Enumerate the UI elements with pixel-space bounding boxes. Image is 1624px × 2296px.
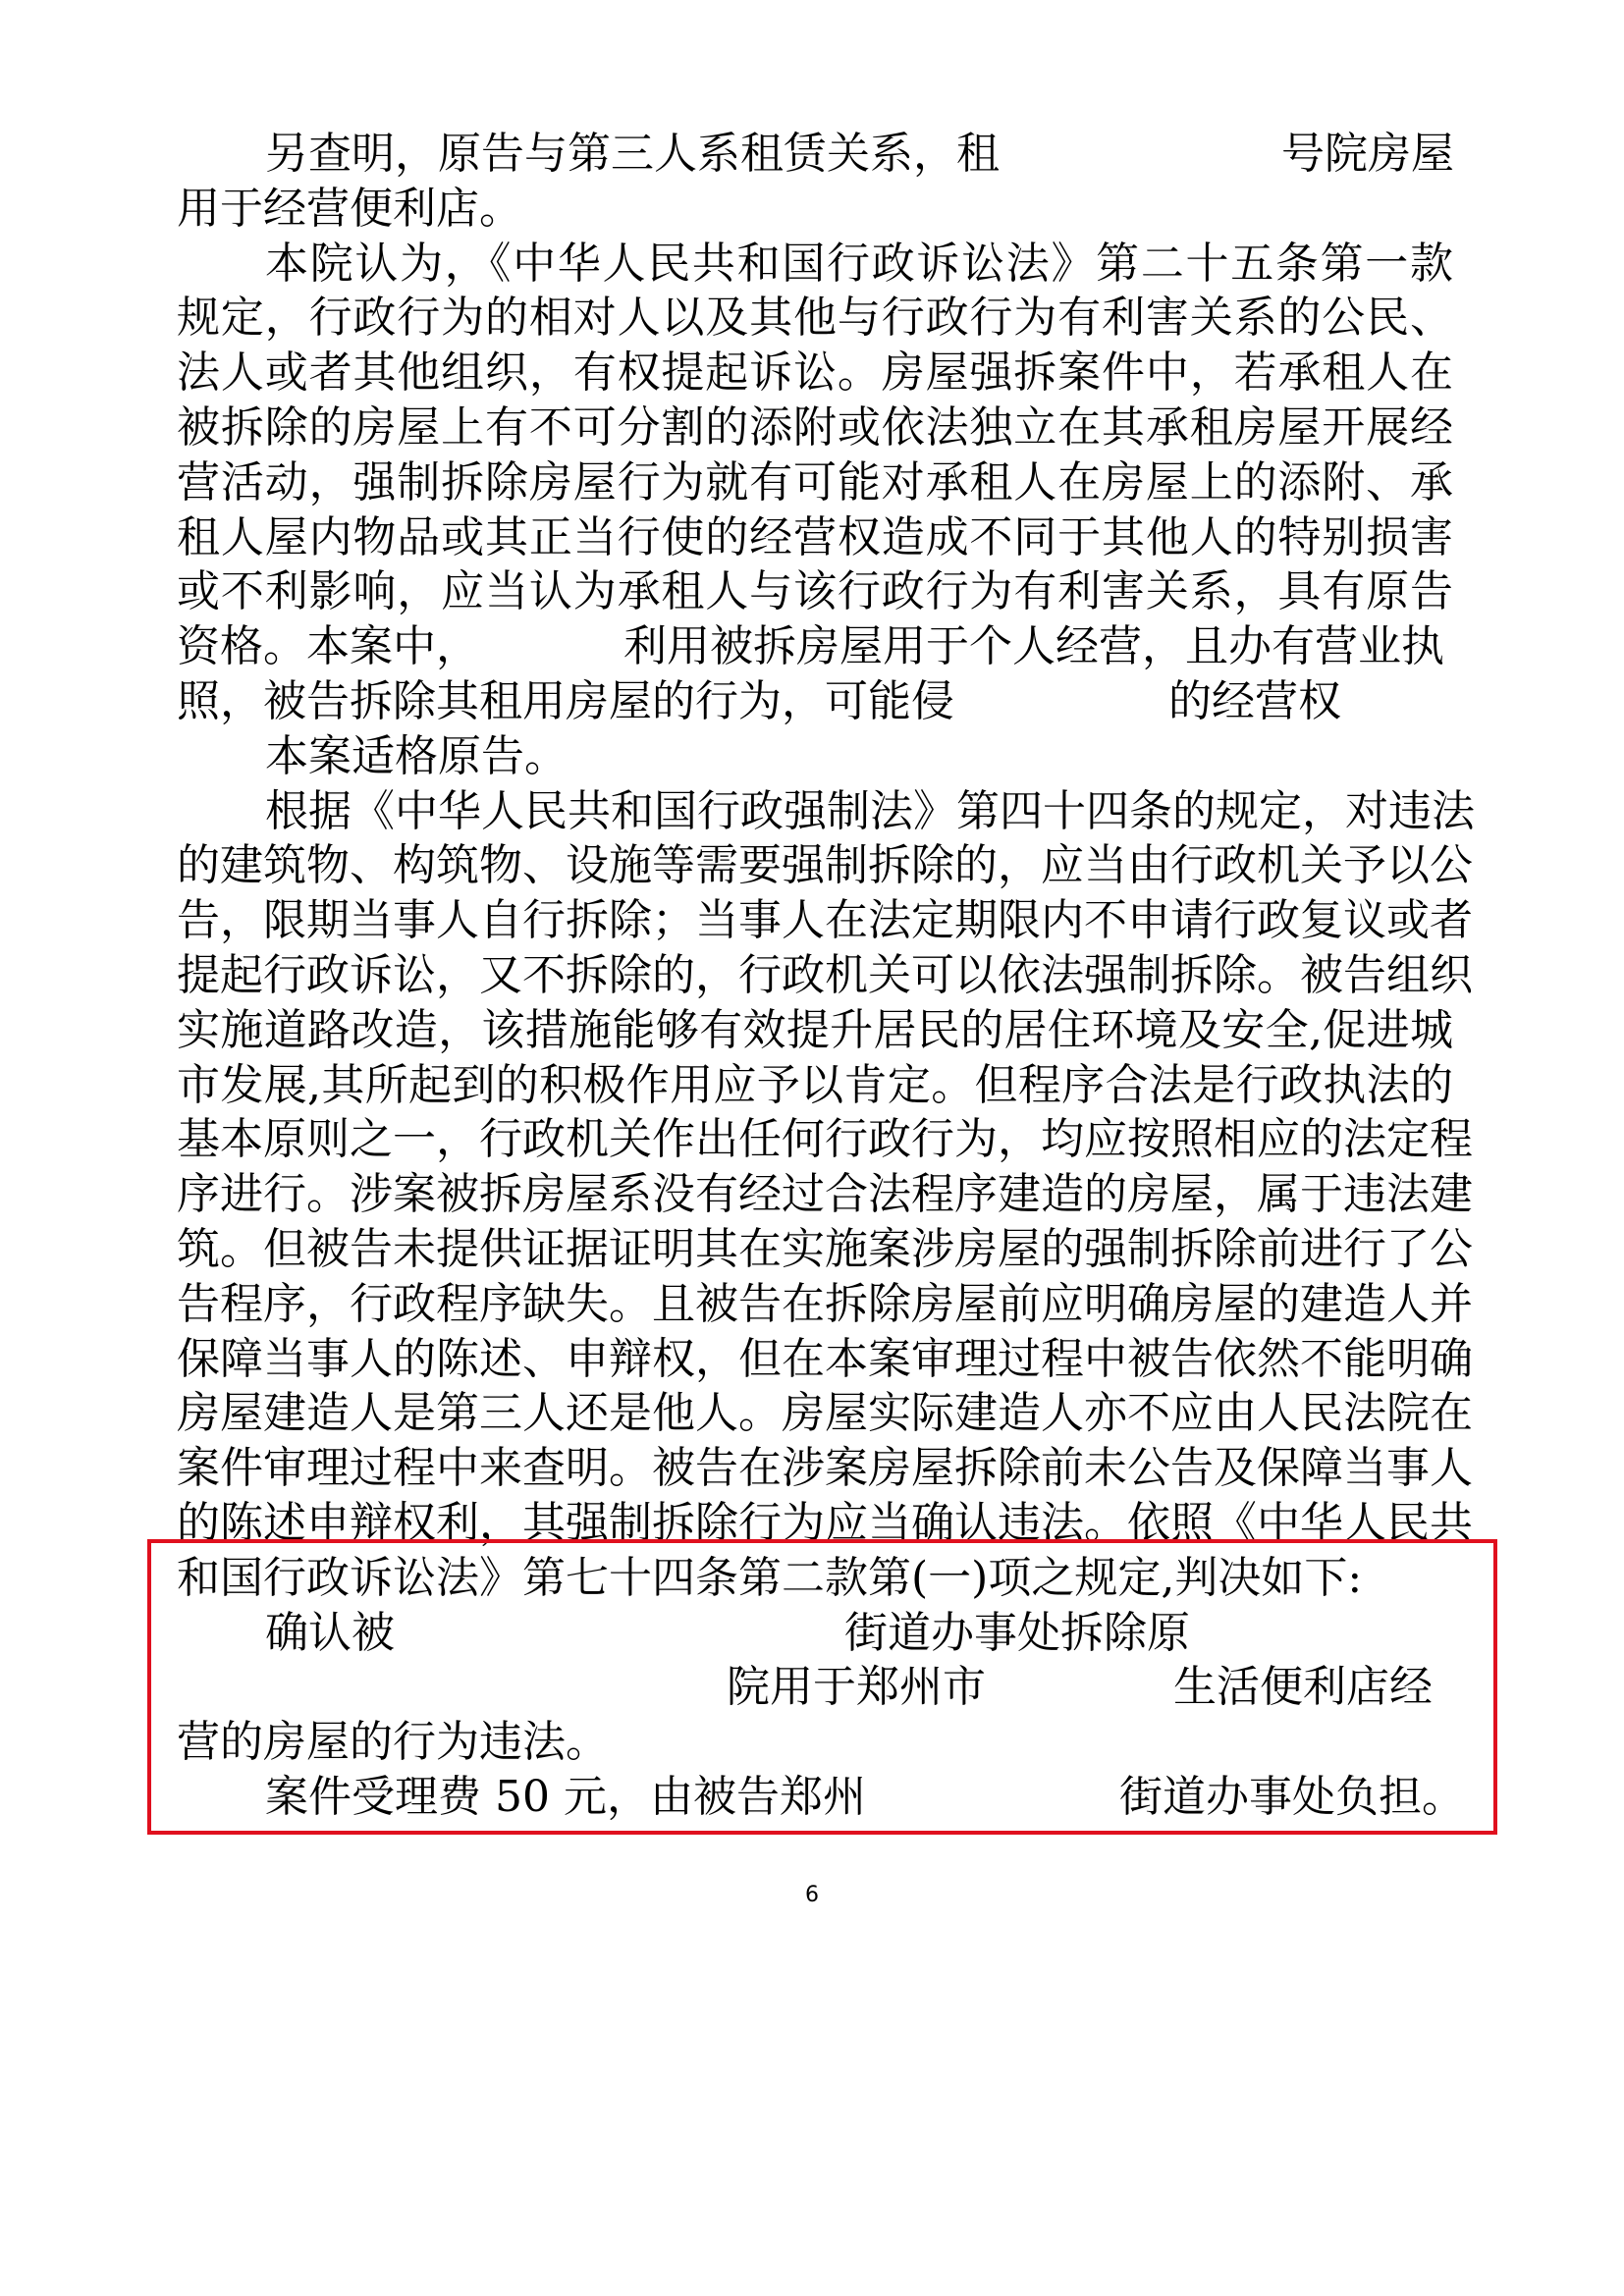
text-fragment: 街道办事处负担。 — [1119, 1772, 1465, 1822]
text-fragment: 和国行政诉讼法》第七十四条第二款第(一)项之规定,判决如下: — [177, 1553, 1363, 1603]
text-line: 营活动，强制拆除房屋行为就有可能对承租人在房屋上的添附、承 — [177, 457, 1453, 507]
text-fragment: 生活便利店经 — [1173, 1662, 1433, 1712]
text-line: 根据《中华人民共和国行政强制法》第四十四条的规定，对违法 — [265, 786, 1475, 836]
text-line: 规定，行政行为的相对人以及其他与行政行为有利害关系的公民、 — [177, 293, 1453, 343]
text-line: 告程序，行政程序缺失。且被告在拆除房屋前应明确房屋的建造人并 — [177, 1279, 1473, 1329]
text-line — [177, 125, 1453, 184]
text-line: 提起行政诉讼，又不拆除的，行政机关可以依法强制拆除。被告组织 — [177, 950, 1473, 1000]
text-fragment: 确认被 — [265, 1608, 395, 1658]
text-fragment: 营的房屋的行为违法。 — [177, 1717, 609, 1767]
text-line: 市发展,其所起到的积极作用应予以肯定。但程序合法是行政执法的 — [177, 1060, 1453, 1110]
text-line: 被拆除的房屋上有不可分割的添附或依法独立在其承租房屋开展经 — [177, 402, 1453, 453]
text-line — [177, 672, 1453, 731]
text-fragment: 本案适格原告。 — [265, 731, 568, 781]
text-line — [177, 727, 1453, 786]
text-line: 法人或者其他组织，有权提起诉讼。房屋强拆案件中，若承租人在 — [177, 347, 1453, 398]
text-fragment: 院用于郑州市 — [727, 1662, 986, 1712]
text-fragment: 街道办事处拆除原 — [844, 1608, 1190, 1658]
text-line: 告，限期当事人自行拆除；当事人在法定期限内不申请行政复议或者 — [177, 895, 1473, 945]
text-line — [177, 180, 1453, 239]
text-line: 本院认为，《中华人民共和国行政诉讼法》第二十五条第一款 — [265, 239, 1453, 289]
text-line: 实施道路改造，该措施能够有效提升居民的居住环境及安全,促进城 — [177, 1005, 1453, 1055]
text-line: 的陈述申辩权利，其强制拆除行为应当确认违法。依照《中华人民共 — [177, 1498, 1473, 1548]
text-line — [177, 617, 1453, 676]
highlight-box — [147, 1539, 1497, 1835]
text-line: 保障当事人的陈述、申辩权，但在本案审理过程中被告依然不能明确 — [177, 1334, 1473, 1384]
text-line: 租人屋内物品或其正当行使的经营权造成不同于其他人的特别损害 — [177, 512, 1453, 562]
text-line: 案件审理过程中来查明。被告在涉案房屋拆除前未公告及保障当事人 — [177, 1443, 1473, 1493]
text-line: 的建筑物、构筑物、设施等需要强制拆除的，应当由行政机关予以公 — [177, 840, 1473, 890]
text-fragment: 资格。本案中， — [177, 621, 479, 671]
page-number: 6 — [805, 1883, 819, 1907]
text-fragment: 的经营权 — [1168, 676, 1341, 726]
text-line: 筑。但被告未提供证据证明其在实施案涉房屋的强制拆除前进行了公 — [177, 1224, 1473, 1274]
text-fragment: 照，被告拆除其租用房屋的行为，可能侵 — [177, 676, 954, 726]
text-line: 基本原则之一，行政机关作出任何行政行为，均应按照相应的法定程 — [177, 1114, 1473, 1164]
text-fragment: 号院房屋 — [1281, 129, 1454, 179]
text-line: 房屋建造人是第三人还是他人。房屋实际建造人亦不应由人民法院在 — [177, 1388, 1473, 1438]
text-fragment: 利用被拆房屋用于个人经营，且办有营业执 — [623, 621, 1444, 671]
text-fragment: 案件受理费 50 元，由被告郑州 — [265, 1772, 866, 1822]
text-line: 或不利影响，应当认为承租人与该行政行为有利害关系，具有原告 — [177, 566, 1453, 616]
text-line: 序进行。涉案被拆房屋系没有经过合法程序建造的房屋，属于违法建 — [177, 1169, 1473, 1219]
text-fragment: 用于经营便利店。 — [177, 184, 522, 234]
text-fragment: 另查明，原告与第三人系租赁关系，租 — [265, 129, 1000, 179]
